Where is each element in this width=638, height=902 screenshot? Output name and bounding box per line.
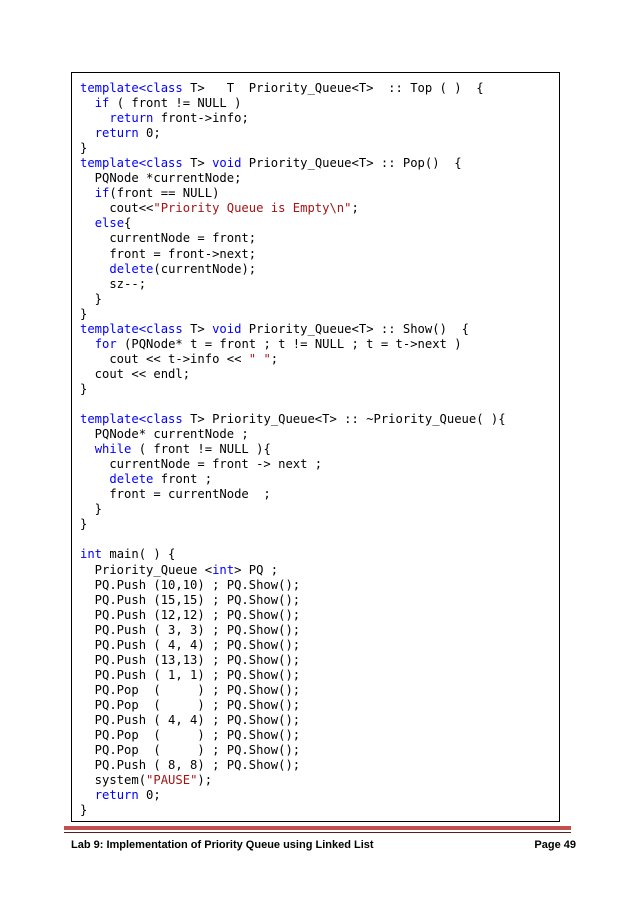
code-text: cout<< [80, 201, 154, 216]
code-text: front = currentNode ; [80, 487, 271, 502]
code-line [80, 292, 506, 307]
code-keyword: template< [80, 412, 147, 427]
code-text: Priority_Queue<T> :: Show() { [241, 321, 469, 336]
code-text: front = front->next; [80, 246, 257, 261]
code-text: (front == NULL) [109, 186, 220, 201]
code-text: ( front != NULL ){ [131, 442, 271, 457]
code-line [80, 803, 506, 818]
code-keyword: while [94, 442, 132, 457]
code-text [80, 96, 95, 110]
code-keyword: return [94, 788, 139, 803]
code-keyword: void [212, 321, 242, 336]
code-keyword: int [212, 562, 235, 577]
code-text [80, 216, 95, 230]
code-text: T> Priority_Queue<T> :: ~Priority_Queue( ){ [182, 412, 506, 427]
code-text: cout << endl; [80, 366, 191, 381]
code-line [80, 427, 506, 442]
code-line [80, 653, 506, 668]
code-string: "PAUSE" [146, 773, 198, 788]
code-text [80, 788, 95, 802]
code-keyword: delete [109, 261, 154, 276]
code-line [80, 201, 506, 216]
code-text: PQ.Pop ( ) ; PQ.Show(); [80, 697, 301, 712]
code-line [80, 231, 506, 246]
code-text: PQ.Pop ( ) ; PQ.Show(); [80, 743, 301, 758]
code-line [80, 247, 506, 262]
code-text: } [80, 502, 103, 517]
code-text: PQ.Pop ( ) ; PQ.Show(); [80, 728, 301, 743]
code-keyword: template< [80, 321, 147, 336]
code-line [80, 126, 506, 141]
code-text: PQNode* currentNode ; [80, 427, 249, 442]
code-text: PQ.Push (13,13) ; PQ.Show(); [80, 652, 301, 667]
code-text: ; [270, 351, 279, 366]
code-text: > PQ ; [234, 562, 279, 577]
code-keyword: void [212, 156, 242, 171]
code-line [80, 487, 506, 502]
code-text: } [80, 306, 88, 321]
code-line [80, 472, 506, 487]
code-text: Priority_Queue < [80, 562, 213, 577]
code-text: Priority_Queue<T> :: Pop() { [241, 156, 462, 171]
code-text [80, 472, 109, 486]
code-line [80, 367, 506, 382]
code-text: PQ.Push ( 8, 8) ; PQ.Show(); [80, 758, 301, 773]
code-keyword: if [94, 186, 110, 201]
code-line [80, 698, 506, 713]
code-line [80, 322, 506, 337]
code-line [80, 337, 506, 352]
code-keyword: delete [109, 472, 154, 487]
code-text: ( front != NULL ) [109, 96, 242, 111]
code-text: 0; [138, 126, 161, 141]
code-text: PQ.Push ( 1, 1) ; PQ.Show(); [80, 667, 301, 682]
code-line [80, 683, 506, 698]
code-text: PQ.Push ( 4, 4) ; PQ.Show(); [80, 712, 301, 727]
code-line [80, 563, 506, 578]
code-line [80, 186, 506, 201]
code-text: ); [197, 773, 213, 788]
code-text: cout << t->info << [80, 351, 249, 366]
code-text: { [124, 216, 132, 231]
code-line [80, 307, 506, 322]
code-listing [80, 81, 506, 818]
code-text: 0; [138, 788, 161, 803]
code-text [80, 126, 95, 140]
code-text: (PQNode* t = front ; t != NULL ; t = t->next ) [116, 336, 462, 351]
code-text: } [80, 803, 88, 818]
code-keyword: else [94, 216, 125, 231]
code-text: PQ.Push (10,10) ; PQ.Show(); [80, 577, 301, 592]
footer-rule-thin [64, 832, 571, 833]
code-text: (currentNode); [153, 261, 257, 276]
code-keyword: class [146, 156, 183, 171]
code-text: T> [182, 321, 213, 336]
code-line [80, 608, 506, 623]
code-text [80, 262, 109, 276]
code-line [80, 743, 506, 758]
code-line [80, 156, 506, 171]
code-text [80, 442, 95, 456]
code-line [80, 412, 506, 427]
code-line [80, 352, 506, 367]
code-line [80, 593, 506, 608]
code-line [80, 382, 506, 397]
code-line [80, 773, 506, 788]
code-text: PQ.Push ( 3, 3) ; PQ.Show(); [80, 622, 301, 637]
code-line [80, 578, 506, 593]
code-keyword: template< [80, 81, 147, 95]
code-text: PQNode *currentNode; [80, 171, 242, 186]
code-keyword: if [94, 96, 110, 111]
code-line [80, 442, 506, 457]
code-text [80, 186, 95, 200]
code-keyword: template< [80, 156, 147, 171]
code-line [80, 457, 506, 472]
code-text: front->info; [153, 111, 249, 126]
code-keyword: return [109, 111, 154, 126]
code-text: PQ.Pop ( ) ; PQ.Show(); [80, 682, 301, 697]
code-line [80, 623, 506, 638]
code-text: T> [182, 156, 213, 171]
code-line [80, 713, 506, 728]
code-text: main( ) { [102, 547, 176, 562]
code-keyword: return [94, 126, 139, 141]
code-line [80, 141, 506, 156]
code-line [80, 547, 506, 562]
code-text: currentNode = front -> next ; [80, 457, 323, 472]
code-text [80, 111, 109, 125]
code-text: system( [80, 773, 147, 788]
code-line [80, 216, 506, 231]
footer-page-number: Page 49 [534, 839, 576, 851]
code-line [80, 262, 506, 277]
code-text: front ; [153, 472, 213, 487]
code-text: PQ.Push (12,12) ; PQ.Show(); [80, 607, 301, 622]
code-text: ; [351, 201, 359, 216]
code-keyword: class [146, 321, 183, 336]
code-text: currentNode = front; [80, 231, 257, 246]
code-line [80, 171, 506, 186]
code-text [80, 337, 95, 351]
code-line [80, 638, 506, 653]
code-text: sz--; [80, 276, 147, 291]
footer-lab-title: Lab 9: Implementation of Priority Queue using Linked List [71, 839, 374, 851]
code-text: } [80, 517, 88, 532]
code-line [80, 397, 506, 412]
code-text: PQ.Push (15,15) ; PQ.Show(); [80, 592, 301, 607]
code-line [80, 788, 506, 803]
code-keyword: class [146, 81, 183, 95]
code-text: } [80, 381, 88, 396]
code-line [80, 517, 506, 532]
code-line [80, 758, 506, 773]
code-listing-box [71, 72, 560, 822]
code-line [80, 502, 506, 517]
code-string: " " [248, 351, 271, 366]
code-line [80, 277, 506, 292]
code-text: } [80, 141, 88, 156]
code-text: T> T Priority_Queue<T> :: Top ( ) { [182, 81, 484, 95]
code-line [80, 96, 506, 111]
code-string: "Priority Queue is Empty\n" [153, 201, 352, 216]
code-line [80, 728, 506, 743]
code-text: PQ.Push ( 4, 4) ; PQ.Show(); [80, 637, 301, 652]
code-keyword: int [80, 547, 103, 562]
footer-rule-thick [64, 826, 571, 830]
code-keyword: for [94, 336, 117, 351]
code-line [80, 532, 506, 547]
code-line [80, 111, 506, 126]
code-keyword: class [146, 412, 183, 427]
code-line [80, 668, 506, 683]
code-line [80, 81, 506, 96]
code-text: } [80, 291, 103, 306]
